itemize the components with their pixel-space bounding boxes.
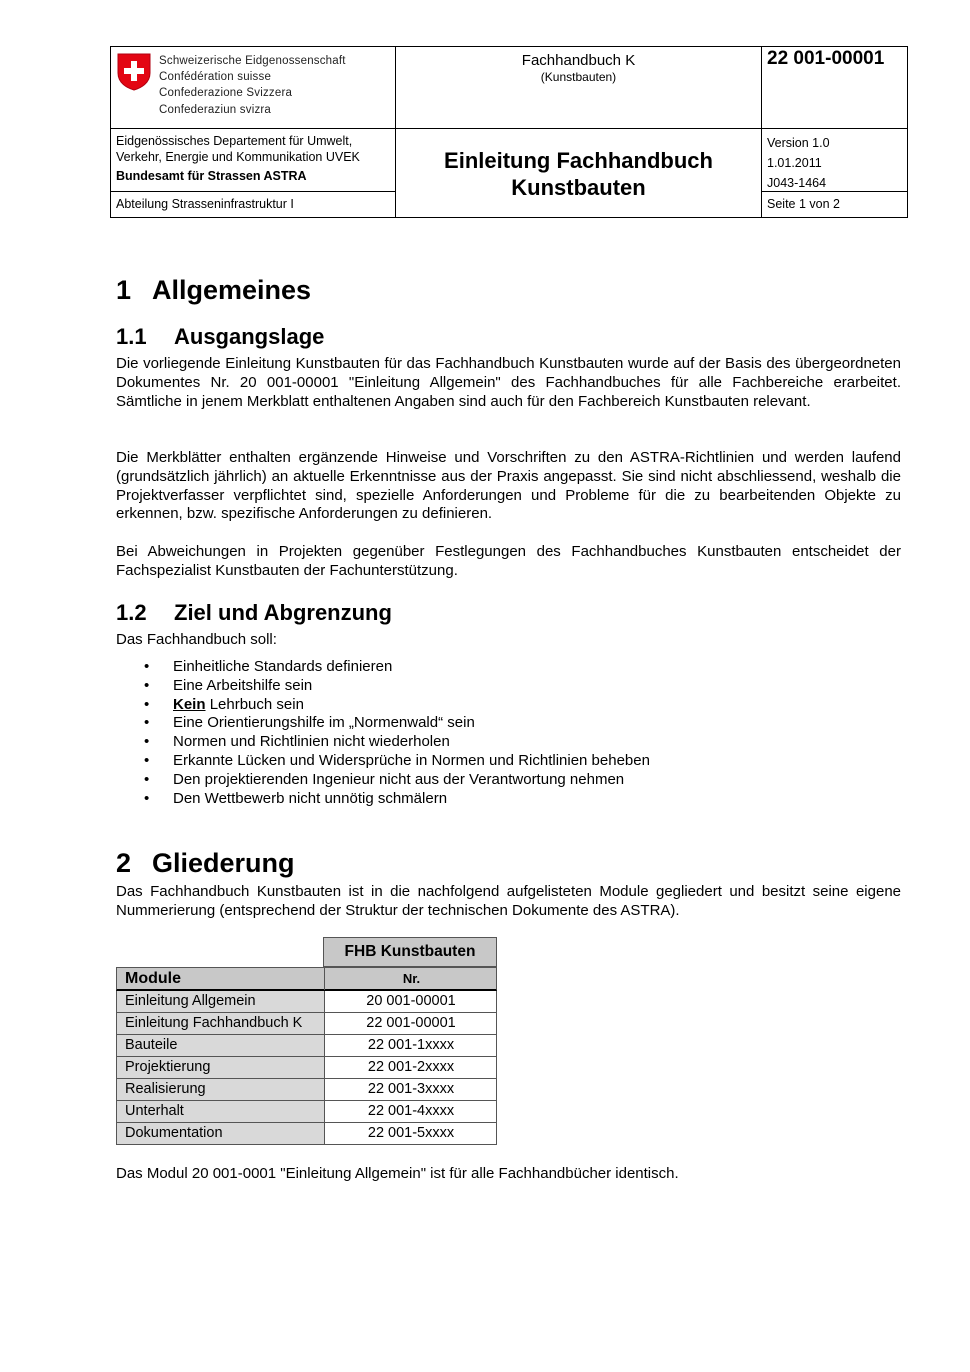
document-title-line: Kunstbauten [511,174,646,200]
document-header [110,46,908,218]
confederation-logo [111,47,395,128]
list-item: • Erkannte Lücken und Widersprüche in Normen und Richtlinien beheben [144,751,650,769]
list-item: • Kein Lehrbuch sein [144,695,304,713]
column-header-nr: Nr. [324,968,498,990]
office-name: Bundesamt für Strassen ASTRA [116,169,307,183]
section-number: 1 [116,275,132,305]
table-row [116,1035,497,1057]
bullet: • [144,695,150,713]
table-row [116,1079,497,1101]
bullet: • [144,658,150,675]
subsection-number: 1.2 [116,600,147,625]
confederation-name-it: Confederazione Svizzera [159,87,293,100]
swiss-shield-icon [117,53,151,91]
handbook-subtitle: (Kunstbauten) [540,70,617,84]
department-line: Verkehr, Energie und Kommunikation UVEK [116,149,360,164]
section-title: Allgemeines [152,275,312,305]
section-heading [116,847,295,879]
list-item: • Den projektierenden Ingenieur nicht aus der Verantwortung nehmen [144,770,625,788]
date: 1.01.2011 [767,156,822,170]
emphasis: Kein [173,695,206,713]
list-item: • Den Wettbewerb nicht unnötig schmälern [144,789,448,807]
nr-cell: 22 001-2xxxx [324,1057,497,1078]
paragraph: Das Fachhandbuch Kunstbauten ist in die nachfolgend aufgelisteten Module gegliedert und besitzt seine eigene Nummerierung (entsprechend der Struktur der technischen Dokumente des ASTRA). [116,883,901,919]
table-row [116,1057,497,1079]
paragraph: Die vorliegende Einleitung Kunstbauten für das Fachhandbuch Kunstbauten wurde auf der Basis des übergeordneten Dokumentes Nr. 20 001-00001 "Einleitung Allgemein" des Fachhandbuches für alle Fachbereiche erarbeitet. Sämtliche in jenem Merkblatt enthaltenen Angaben sind auch für den Fachbereich Kunstbauten relevant. [116,355,901,410]
nr-cell: 22 001-5xxxx [324,1123,497,1144]
confederation-name-fr: Confédération suisse [159,71,272,84]
doc-number: 22 001-00001 [767,48,885,69]
module-cell: Realisierung [117,1079,324,1100]
module-cell: Einleitung Allgemein [117,991,324,1012]
subsection-heading [116,324,324,350]
table-row [116,1013,497,1035]
subsection-title: Ziel und Abgrenzung [174,600,392,625]
document-title-cell [396,129,761,218]
bullet: • [144,676,150,694]
page-number: Seite 1 von 2 [767,197,840,211]
list-item: • Eine Orientierungshilfe im „Normenwald“ sein [144,714,475,732]
bullet: • [144,751,150,769]
nr-cell: 22 001-00001 [324,1013,497,1034]
confederation-name-de: Schweizerische Eidgenossenschaft [159,55,346,67]
paragraph: Die Merkblätter enthalten ergänzende Hinweise und Vorschriften zu den ASTRA-Richtlinien und werden laufend (grundsätzlich jährlich) an aktuelle Erkenntnisse aus der Praxis angepasst. Sie sind nicht abschliessend, weshalb die Projektverfasser verpflichtet sind, spezielle Anforderungen und Probleme für die zu bearbeitenden Objekte zu erkennen, bzw. spezifische Anforderungen zu definieren. [116,449,901,523]
subsection-title: Ausgangslage [174,324,325,349]
table-row [116,1101,497,1123]
paragraph: Das Fachhandbuch soll: [116,631,277,648]
goal-list [116,658,901,808]
table-body [116,991,497,1145]
list-item: • Eine Arbeitshilfe sein [144,676,313,694]
bullet: • [144,770,150,788]
division: Abteilung Strasseninfrastruktur I [116,197,294,211]
version-cell [762,129,908,191]
confederation-names [159,53,346,118]
module-cell: Einleitung Fachhandbuch K [117,1013,324,1034]
nr-cell: 22 001-4xxxx [324,1101,497,1122]
bullet: • [144,789,150,807]
version: Version 1.0 [767,136,830,150]
list-item: • Normen und Richtlinien nicht wiederholen [144,733,450,751]
subsection-number: 1.1 [116,324,147,349]
division-cell [111,192,395,218]
module-cell: Dokumentation [117,1123,324,1144]
handbook-name: Fachhandbuch K [521,52,636,69]
department-line: Eidgenössisches Departement für Umwelt, [116,134,353,148]
section-title: Gliederung [152,848,295,878]
table-row [116,1123,497,1145]
section-heading [116,274,311,306]
document-title-line: Einleitung Fachhandbuch [444,147,713,173]
nr-cell: 20 001-00001 [324,991,497,1012]
page-number-cell [762,192,908,218]
doc-number-cell [762,47,908,128]
handbook-cell [396,47,761,128]
paragraph: Das Modul 20 001-0001 "Einleitung Allgemein" ist für alle Fachhandbücher identisch. [116,1165,679,1182]
paragraph: Bei Abweichungen in Projekten gegenüber Festlegungen des Fachhandbuches Kunstbauten entscheidet der Fachspezialist Kunstbauten der Fachunterstützung. [116,543,901,579]
reference: J043-1464 [767,176,827,190]
nr-cell: 22 001-3xxxx [324,1079,497,1100]
confederation-name-rm: Confederaziun svizra [159,103,272,116]
table-column-header [116,967,497,991]
nr-cell: 22 001-1xxxx [324,1035,497,1056]
table-row [116,991,497,1013]
list-item: • Einheitliche Standards definieren [144,658,393,675]
module-cell: Projektierung [117,1057,324,1078]
table-group-header: FHB Kunstbauten [323,937,497,967]
section-number: 2 [116,848,132,878]
department-cell [111,129,395,191]
subsection-heading [116,600,392,626]
bullet: • [144,733,150,751]
bullet: • [144,714,150,732]
module-cell: Bauteile [117,1035,324,1056]
module-cell: Unterhalt [117,1101,324,1122]
column-header-module: Module [125,970,181,987]
